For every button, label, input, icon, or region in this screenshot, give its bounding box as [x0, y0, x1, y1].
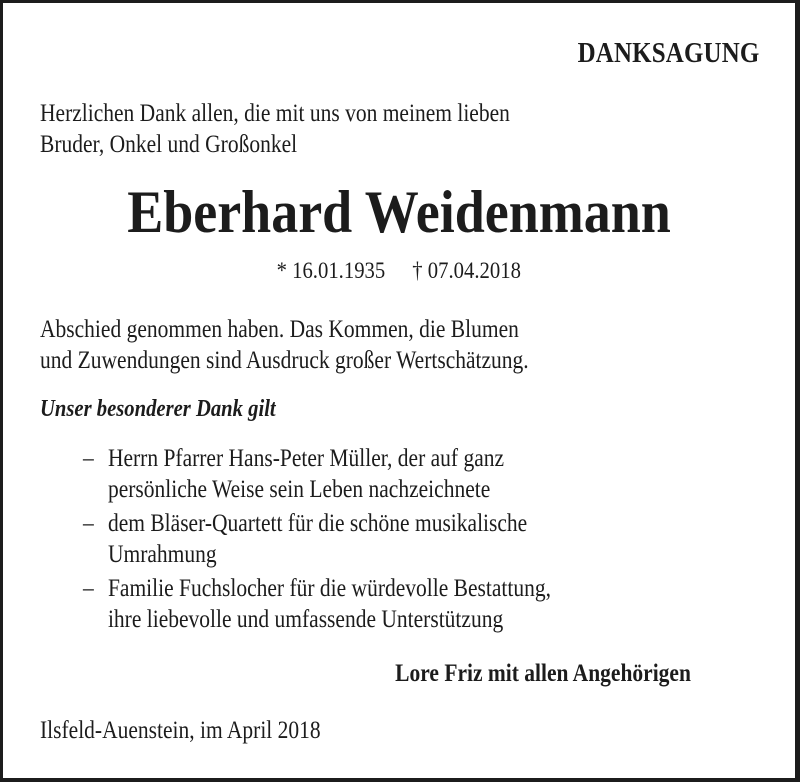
obituary-notice	[3, 3, 795, 778]
deceased-name-text: Eberhard Weidenmann	[127, 179, 671, 245]
life-dates	[3, 257, 795, 285]
deceased-name	[3, 177, 795, 247]
special-thanks-heading: Unser besonderer Dank gilt	[40, 396, 276, 422]
farewell-line: und Zuwendungen sind Ausdruck großer Wertschätzung.	[40, 347, 529, 374]
intro-text	[40, 98, 510, 160]
dash-bullet: –	[83, 510, 94, 537]
list-item	[83, 443, 551, 505]
intro-line: Herzlichen Dank allen, die mit uns von meinem lieben	[40, 100, 510, 127]
farewell-line: Abschied genommen haben. Das Kommen, die Blumen	[40, 316, 519, 343]
birth-date: * 16.01.1935	[276, 258, 386, 283]
place-and-date: Ilsfeld-Auenstein, im April 2018	[40, 717, 321, 744]
death-date: † 07.04.2018	[412, 258, 522, 283]
list-item-line: persönliche Weise sein Leben nachzeichnete	[107, 476, 491, 503]
list-item-line: Familie Fuchslocher für die würdevolle Bestattung,	[107, 575, 551, 602]
intro-line: Bruder, Onkel und Großonkel	[40, 131, 298, 158]
signature: Lore Friz mit allen Angehörigen	[395, 660, 691, 687]
farewell-text	[40, 314, 529, 376]
dash-bullet: –	[83, 445, 94, 472]
list-item-line: dem Bläser-Quartett für die schöne musikalische	[107, 510, 528, 537]
list-item-line: ihre liebevolle und umfassende Unterstützung	[107, 606, 504, 633]
list-item-line: Herrn Pfarrer Hans-Peter Müller, der auf ganz	[107, 445, 505, 472]
notice-type-heading: DANKSAGUNG	[577, 37, 759, 69]
list-item	[83, 573, 551, 635]
special-thanks-list	[83, 443, 551, 638]
dash-bullet: –	[83, 575, 94, 602]
list-item	[83, 508, 551, 570]
list-item-line: Umrahmung	[107, 541, 217, 568]
